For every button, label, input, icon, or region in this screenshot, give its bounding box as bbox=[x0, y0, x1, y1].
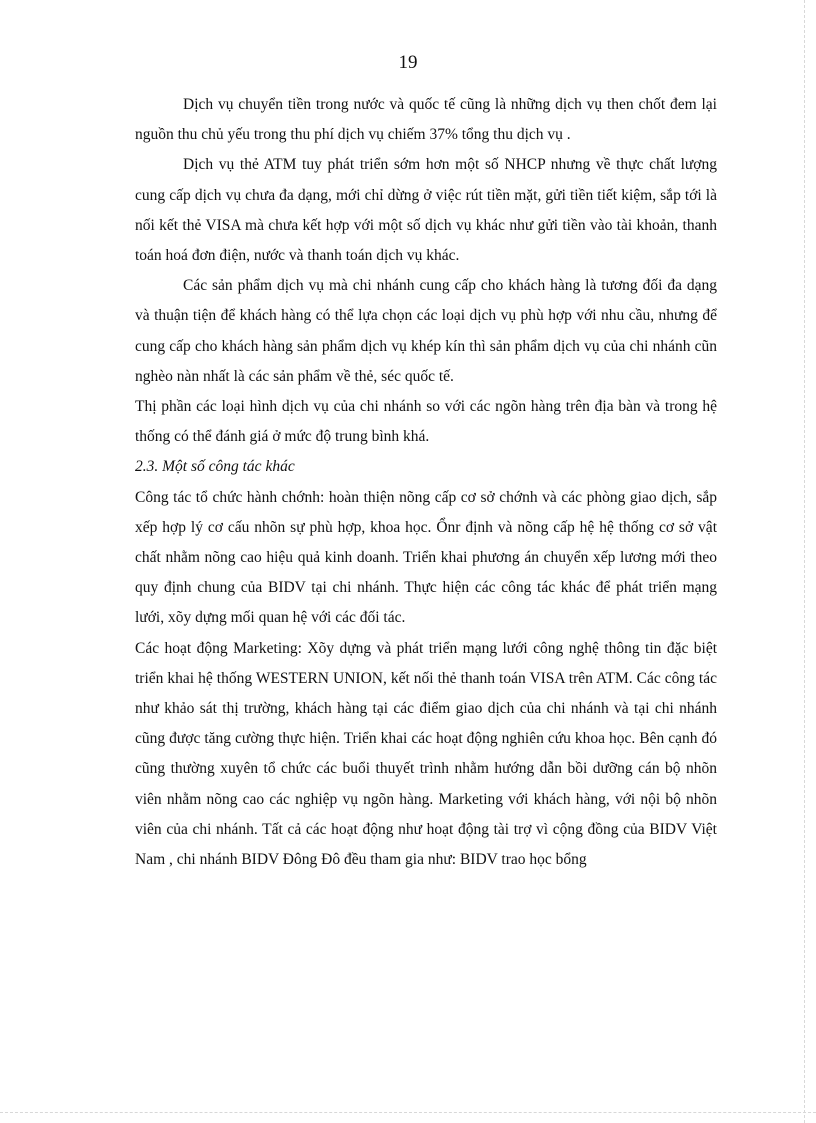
page-edge-rule-bottom bbox=[0, 1112, 816, 1113]
section-heading: 2.3. Một số công tác khác bbox=[135, 458, 295, 476]
document-body bbox=[135, 90, 717, 875]
paragraph-service-products: Các sản phẩm dịch vụ mà chi nhánh cung cấp cho khách hàng là tương đối đa dạng và thuận tiện để khách hàng có thể lựa chọn các loại dịch vụ phù hợp với nhu cầu, nhưng để cung cấp cho khách hàng sản phẩm dịch vụ khép kín thì sản phẩm dịch vụ của chi nhánh cũn nghèo nàn nhất là các sản phẩm về thẻ, séc quốc tế. bbox=[135, 277, 717, 385]
paragraph-market-share: Thị phần các loại hình dịch vụ của chi nhánh so với các ngõn hàng trên địa bàn và trong hệ thống có thể đánh giá ở mức độ trung bình khá. bbox=[135, 398, 717, 446]
paragraph-money-transfer: Dịch vụ chuyển tiền trong nước và quốc tế cũng là những dịch vụ then chốt đem lại nguồn thu chủ yếu trong thu phí dịch vụ chiếm 37% tổng thu dịch vụ . bbox=[135, 96, 717, 144]
paragraph-administration: Công tác tổ chức hành chớnh: hoàn thiện nõng cấp cơ sở chớnh và các phòng giao dịch, sắp xếp hợp lý cơ cấu nhõn sự phù hợp, khoa học. Ổnr định và nõng cấp hệ hệ thống cơ sở vật chất nhằm nõng cao hiệu quả kinh doanh. Triển khai phương án chuyển xếp lương mới theo quy định chung của BIDV tại chi nhánh. Thực hiện các công tác khác để phát triển mạng lưới, xõy dựng mối quan hệ với các đối tác. bbox=[135, 488, 717, 627]
paragraph-marketing: Các hoạt động Marketing: Xõy dựng và phát triển mạng lưới công nghệ thông tin đặc biệt triển khai hệ thống WESTERN UNION, kết nối thẻ thanh toán VISA trên ATM. Các công tác như khảo sát thị trường, khách hàng tại các điểm giao dịch của chi nhánh và tại chi nhánh cũng được tăng cường thực hiện. Triển khai các hoạt động nghiên cứu khoa học. Bên cạnh đó cũng thường xuyên tổ chức các buổi thuyết trình nhằm hướng dẫn bồi dưỡng cán bộ nhõn viên nhằm nõng cao các nghiệp vụ ngõn hàng. Marketing với khách hàng, với nội bộ nhõn viên của chi nhánh. Tất cả các hoạt động như hoạt động tài trợ vì cộng đồng của BIDV Việt Nam , chi nhánh BIDV Đông Đô đều tham gia như: BIDV trao học bổng bbox=[135, 639, 717, 869]
paragraph-atm-card: Dịch vụ thẻ ATM tuy phát triển sớm hơn một số NHCP nhưng về thực chất lượng cung cấp dịch vụ chưa đa dạng, mới chỉ dừng ở việc rút tiền mặt, gửi tiền tiết kiệm, sắp tới là nối kết thẻ VISA mà chưa kết hợp với một số dịch vụ khác như gửi tiền vào tài khoản, thanh toán hoá đơn điện, nước và thanh toán dịch vụ khác. bbox=[135, 156, 717, 265]
page-edge-rule-right bbox=[804, 0, 805, 1123]
page-number: 19 bbox=[398, 52, 418, 73]
